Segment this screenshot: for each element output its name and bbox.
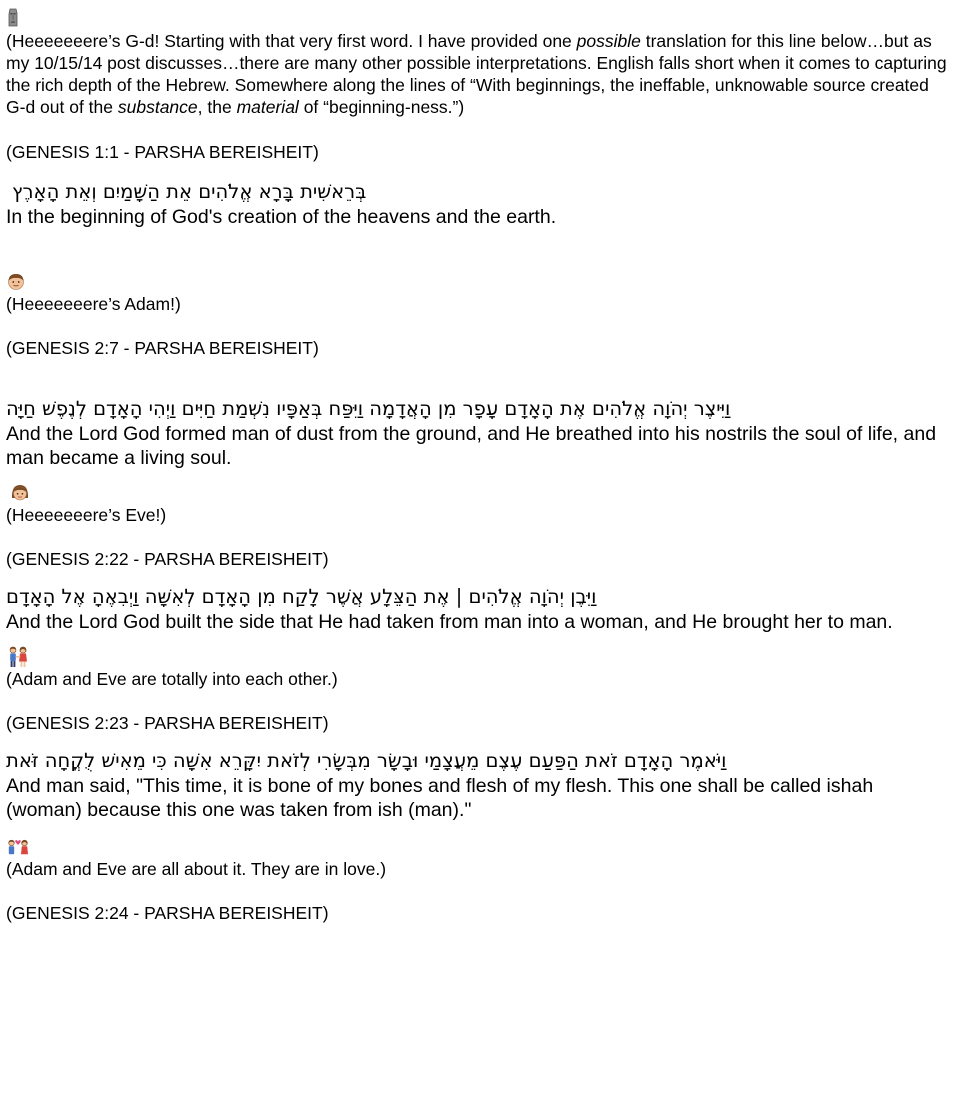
english-verse-1-1: In the beginning of God's creation of the heavens and the earth. [6,206,557,228]
english-verse-2-7: And the Lord God formed man of dust from the ground, and He breathed into his nostrils the soul of life, and man became a living soul. [6,423,937,469]
document-body [6,8,951,924]
english-verse-2-22: And the Lord God built the side that He had taken from man into a woman, and He brought her to man. [6,611,893,633]
hebrew-verse-2-23: וַיֹּאמֶר הָאָדָם זֹאת הַפַּעַם עֶצֶם מֵעֲצָמַי וּבָשָׂר מִבְּשָׂרִי לְזֹאת יִקָּרֵא אִשָּׁה כִּי מֵאִישׁ לֻקֳחָה זֹּאת [6,749,727,772]
reference-genesis-2-7: (GENESIS 2:7 - PARSHA BEREISHEIT) [6,338,319,358]
couple-with-heart-icon [6,836,951,858]
hebrew-verse-2-7: וַיִּיצֶר יְהֹוָה אֱלֹהִים אֶת הָאָדָם עָפָר מִן הָאֲדָמָה וַיִּפַּח בְּאַפָּיו נִשְׁמַת חַיִּים וַיְהִי הָאָדָם לְנֶפֶשׁ חַיָּה [6,397,731,420]
hebrew-verse-1-1: בְּרֵאשִׁית בָּרָא אֱלֹהִים אֵת הַשָּׁמַיִם וְאֵת הָאָרֶץ [12,180,367,203]
intro-couple: (Adam and Eve are totally into each other.) [6,669,338,689]
intro-in-love: (Adam and Eve are all about it. They are in love.) [6,859,387,879]
moai-icon [6,8,951,30]
english-verse-2-23: And man said, "This time, it is bone of my bones and flesh of my flesh. This one shall be called ishah (woman) because this one was taken from ish (man)." [6,775,874,821]
intro-eve: (Heeeeeeere’s Eve!) [6,505,167,525]
reference-genesis-2-24: (GENESIS 2:24 - PARSHA BEREISHEIT) [6,903,329,923]
boy-face-icon [6,271,951,293]
reference-genesis-2-22: (GENESIS 2:22 - PARSHA BEREISHEIT) [6,549,329,569]
couple-holding-hands-icon [6,646,951,668]
girl-face-icon [6,482,951,504]
reference-genesis-2-23: (GENESIS 2:23 - PARSHA BEREISHEIT) [6,713,329,733]
intro-god: (Heeeeeeere’s G-d! Starting with that very first word. I have provided one possible translation for this line below…but as my 10/15/14 post discusses…there are many other possible interpretations. English falls short when it comes to capturing the rich depth of the Hebrew. Somewhere along the lines of “With beginnings, the ineffable, unknowable source created G-d out of the substance, the material of “beginning-ness.”) [6,31,947,117]
hebrew-verse-2-22: וַיִּבֶן יְהֹוָה אֱלֹהִים | אֶת הַצֵּלָע אֲשֶׁר לָקַח מִן הָאָדָם לְאִשָּׁה וַיְבִאֶהָ אֶל הָאָדָם [6,585,597,608]
reference-genesis-1-1: (GENESIS 1:1 - PARSHA BEREISHEIT) [6,142,319,162]
intro-adam: (Heeeeeeere’s Adam!) [6,294,181,314]
